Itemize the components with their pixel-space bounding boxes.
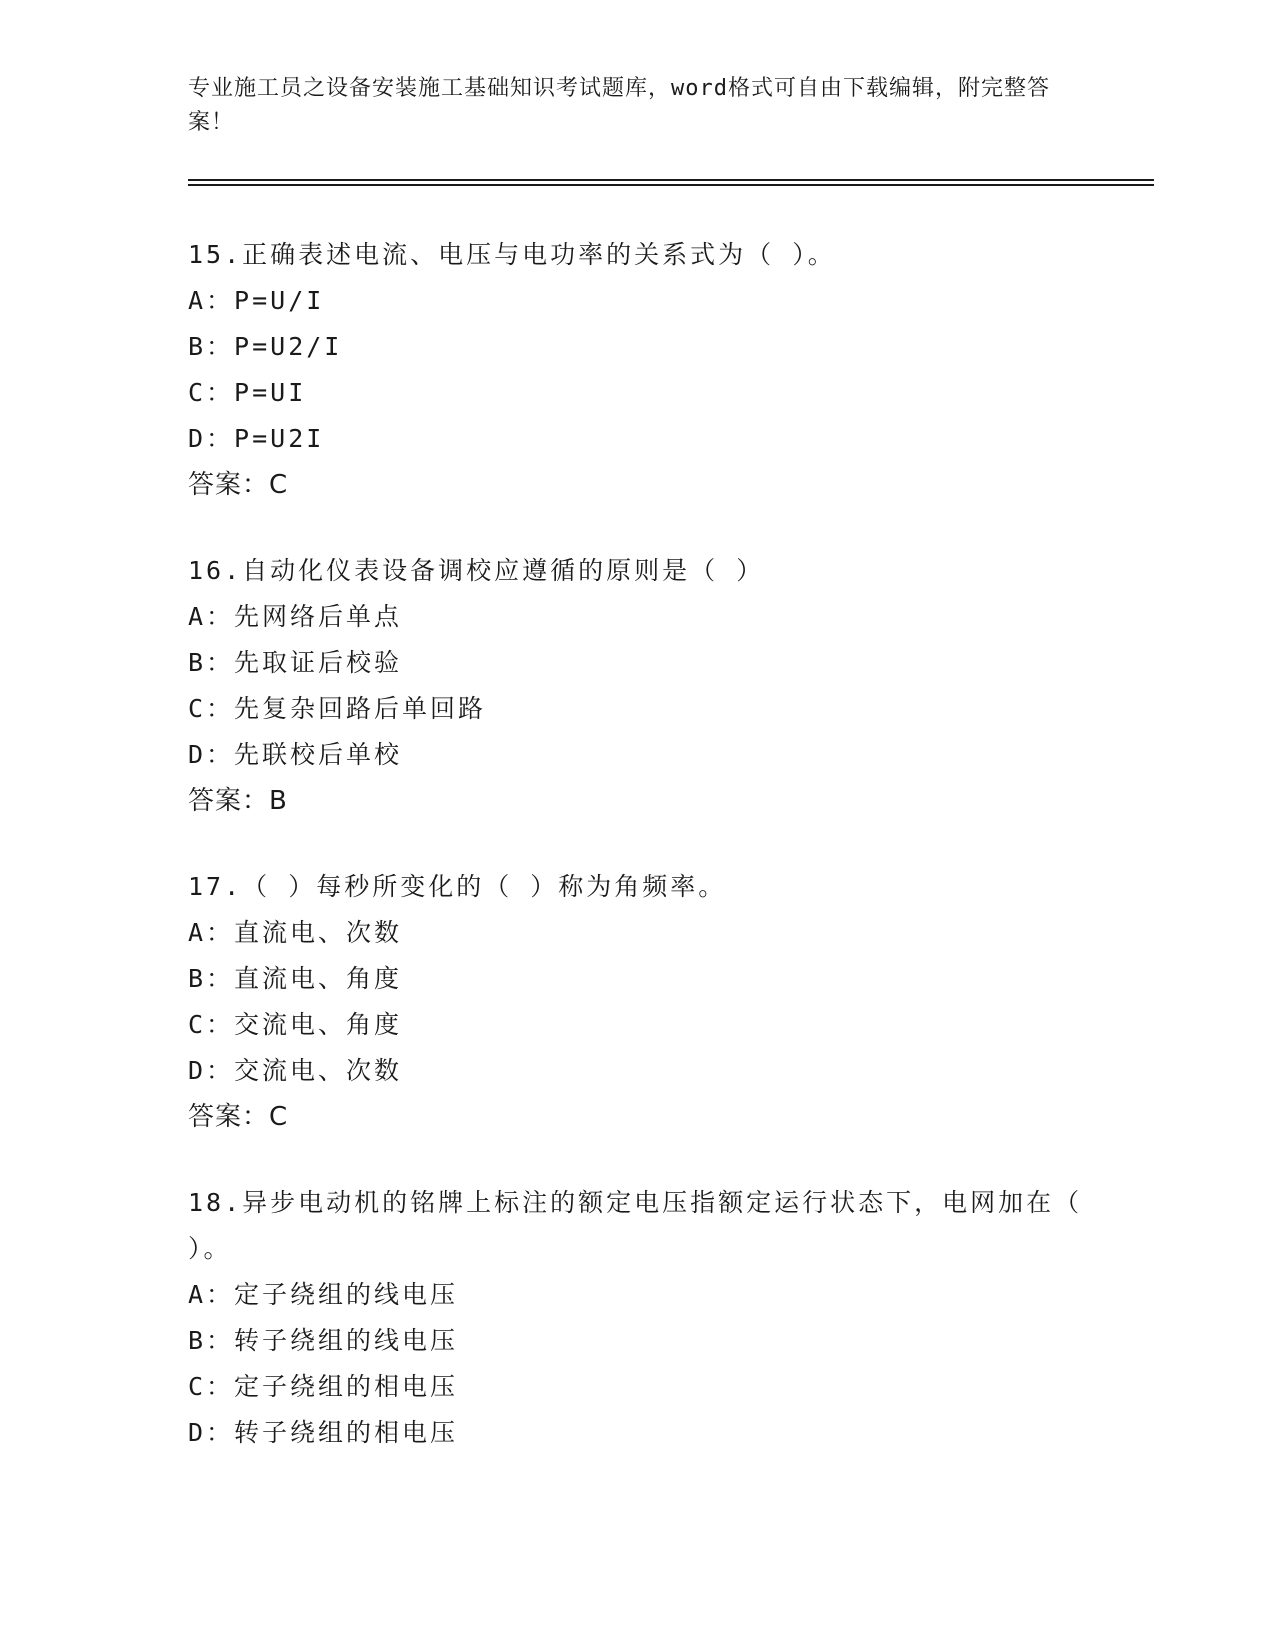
option-a: A：定子绕组的线电压: [188, 1280, 459, 1309]
option-b: B：直流电、角度: [188, 964, 403, 993]
question-stem: 17.（ ）每秒所变化的（ ）称为角频率。: [188, 872, 727, 901]
option-c: C：P=UI: [188, 378, 307, 407]
option-b: B：P=U2/I: [188, 332, 343, 361]
option-c: C：交流电、角度: [188, 1010, 403, 1039]
question-stem: 16.自动化仪表设备调校应遵循的原则是（ ）: [188, 556, 765, 585]
question-16: [188, 548, 1088, 824]
option-d: D：交流电、次数: [188, 1056, 403, 1085]
option-c: C：先复杂回路后单回路: [188, 694, 487, 723]
option-d: D：先联校后单校: [188, 740, 403, 769]
option-c: C：定子绕组的相电压: [188, 1372, 459, 1401]
option-a: A：先网络后单点: [188, 602, 403, 631]
option-b: B：转子绕组的线电压: [188, 1326, 459, 1355]
question-15: [188, 232, 1088, 508]
answer-line: 答案：C: [188, 470, 289, 500]
question-stem: 18.异步电动机的铭牌上标注的额定电压指额定运行状态下，电网加在（ ）。: [188, 1188, 1083, 1263]
document-header: 专业施工员之设备安装施工基础知识考试题库，word格式可自由下载编辑，附完整答案！: [188, 76, 1050, 135]
question-18: [188, 1180, 1088, 1456]
option-d: D：P=U2I: [188, 424, 325, 453]
header-divider-bottom: [188, 184, 1154, 186]
option-a: A：P=U/I: [188, 286, 325, 315]
answer-line: 答案：B: [188, 786, 288, 816]
option-d: D：转子绕组的相电压: [188, 1418, 459, 1447]
answer-line: 答案：C: [188, 1102, 289, 1132]
question-stem: 15.正确表述电流、电压与电功率的关系式为（ ）。: [188, 240, 836, 269]
option-b: B：先取证后校验: [188, 648, 403, 677]
header-divider-top: [188, 179, 1154, 181]
question-17: [188, 864, 1088, 1140]
option-a: A：直流电、次数: [188, 918, 403, 947]
